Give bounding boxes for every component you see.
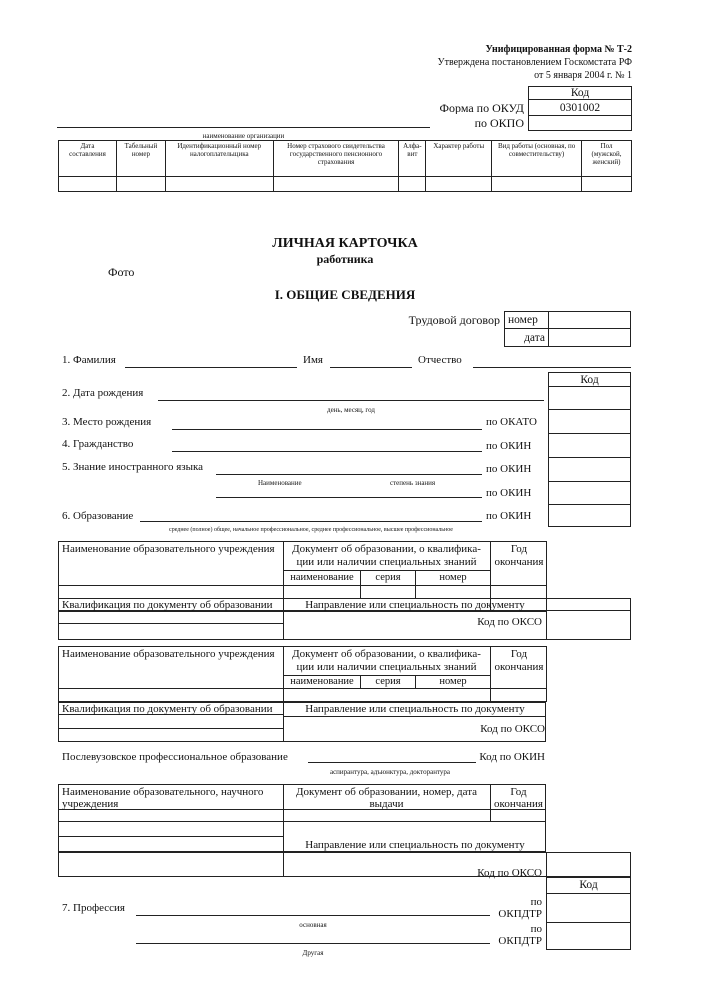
cell-inn[interactable] [165,177,273,192]
education-caption: среднее (полное) общее, начальное профессиональное, среднее профессиональное, высшее профессиональное [169,527,453,533]
edu1-qual-header: Квалификация по документу об образовании [62,599,273,611]
citizenship-field[interactable] [172,451,482,452]
surname-field[interactable] [125,367,297,368]
cell-snils[interactable] [273,177,399,192]
birth-date-field[interactable] [158,400,544,401]
sci-spec-header: Направление или специальность по документу [305,839,525,851]
education-field[interactable] [140,521,482,522]
education-label: 6. Образование [62,510,134,522]
col-snils: Номер страхового свидетельства государственного пенсионного страхования [273,141,399,177]
languages-field-2[interactable] [216,497,482,498]
okpdtr-2a: по [530,923,542,935]
edu1-doc-name: наименование [290,572,354,583]
okin-label-1: по ОКИН [486,440,532,452]
col-alphabet: Алфа-вит [399,141,426,177]
cell-work-kind[interactable] [492,177,582,192]
lang-caption-name: Наименование [258,479,302,487]
birth-date-label: 2. Дата рождения [62,387,144,399]
col-date: Дата составления [59,141,117,177]
patronymic-field[interactable] [473,367,631,368]
okin-label-3: по ОКИН [486,487,532,499]
okato-label: по ОКАТО [486,416,537,428]
edu2-spec-header: Направление или специальность по документу [305,703,525,715]
edu2-inst-header: Наименование образовательного учреждения [62,648,275,660]
birth-date-caption: день, месяц, год [327,406,375,414]
edu1-spec-header: Направление или специальность по документу [305,599,525,611]
citizenship-label: 4. Гражданство [62,438,134,450]
name-label: Имя [303,354,323,366]
sci-okso-label: Код по ОКСО [477,867,542,879]
surname-label: 1. Фамилия [62,354,116,366]
languages-field[interactable] [216,474,482,475]
card-subtitle: работника [316,252,374,266]
org-caption: наименование организации [202,132,285,140]
col-work-kind: Вид работы (основная, по совместительству) [492,141,582,177]
profession-other-caption: Другая [302,949,324,957]
edu1-doc-number: номер [439,572,467,583]
contract-label: Трудовой договор [408,314,500,326]
contract-number-field[interactable] [550,312,630,327]
cell-tabnum[interactable] [116,177,165,192]
edu2-doc-series: серия [375,676,401,687]
profession-main-caption: основная [299,921,327,929]
top-info-table [58,140,632,192]
okpo-label: по ОКПО [474,117,524,129]
card-title: ЛИЧНАЯ КАРТОЧКА [272,236,418,251]
name-field[interactable] [330,367,412,368]
edu1-doc-header: Документ об образовании, о квалифика-ции или наличии специальных знаний [292,543,481,568]
code-header: Код [570,87,590,99]
edu2-okso-label: Код по ОКСО [480,723,545,735]
approval-date: от 5 января 2004 г. № 1 [534,70,632,81]
sci-year-header: Год окончания [494,786,543,810]
okin-label-2: по ОКИН [486,463,532,475]
edu1-year-header: Год окончания [494,543,544,568]
edu2-doc-header: Документ об образовании, о квалифика-ции или наличии специальных знаний [292,648,481,673]
edu2-doc-name: наименование [290,676,354,687]
okpdtr-1b: ОКПДТР [498,908,542,920]
okpdtr-1a: по [530,896,542,908]
profession-code-header: Код [579,879,598,891]
cell-alphabet[interactable] [399,177,426,192]
col-inn: Идентификационный номер налогоплательщика [165,141,273,177]
col-gender: Пол (мужской, женский) [582,141,632,177]
lang-caption-level: степень знания [390,479,436,487]
approved-text: Утверждена постановлением Госкомстата РФ [437,57,632,68]
contract-number-label: номер [508,314,538,326]
contract-date-label: дата [524,332,545,344]
cell-work-type[interactable] [426,177,492,192]
contract-date-field[interactable] [550,330,630,345]
col-tabnum: Табельный номер [116,141,165,177]
okud-value: 0301002 [559,102,601,114]
col-work-type: Характер работы [426,141,492,177]
section-title: I. ОБЩИЕ СВЕДЕНИЯ [274,287,416,302]
form-number: Унифицированная форма № Т-2 [485,44,632,55]
profession-other-field[interactable] [136,943,490,944]
okin-label-4: по ОКИН [486,510,532,522]
languages-label: 5. Знание иностранного языка [62,461,204,473]
okud-label: Форма по ОКУД [439,102,524,114]
sci-inst-header: Наименование образовательного, научного учреждения [62,786,264,810]
birth-place-field[interactable] [172,429,482,430]
cell-gender[interactable] [582,177,632,192]
postgrad-okin-label: Код по ОКИН [479,751,545,763]
profession-main-field[interactable] [136,915,490,916]
birth-place-label: 3. Место рождения [62,416,152,428]
postgrad-caption: аспирантура, адъюнктура, докторантура [329,768,451,776]
okpdtr-2b: ОКПДТР [498,935,542,947]
patronymic-label: Отчество [418,354,462,366]
cell-date[interactable] [59,177,117,192]
edu1-inst-header: Наименование образовательного учреждения [62,543,275,555]
edu1-okso-label: Код по ОКСО [477,616,542,628]
photo-label: Фото [108,266,135,278]
edu2-inst-field[interactable] [59,689,282,701]
sci-doc-header: Документ об образовании, номер, дата выдачи [295,786,478,810]
profession-label: 7. Профессия [62,902,125,914]
code-column-header: Код [580,374,599,386]
edu2-qual-header: Квалификация по документу об образовании [62,703,273,715]
edu1-doc-series: серия [375,572,401,583]
org-name-line[interactable] [57,127,430,128]
edu2-doc-number: номер [439,676,467,687]
edu1-inst-field[interactable] [59,586,282,598]
postgrad-field[interactable] [308,762,476,763]
edu2-year-header: Год окончания [494,648,544,673]
postgrad-label: Послевузовское профессиональное образование [62,751,288,763]
